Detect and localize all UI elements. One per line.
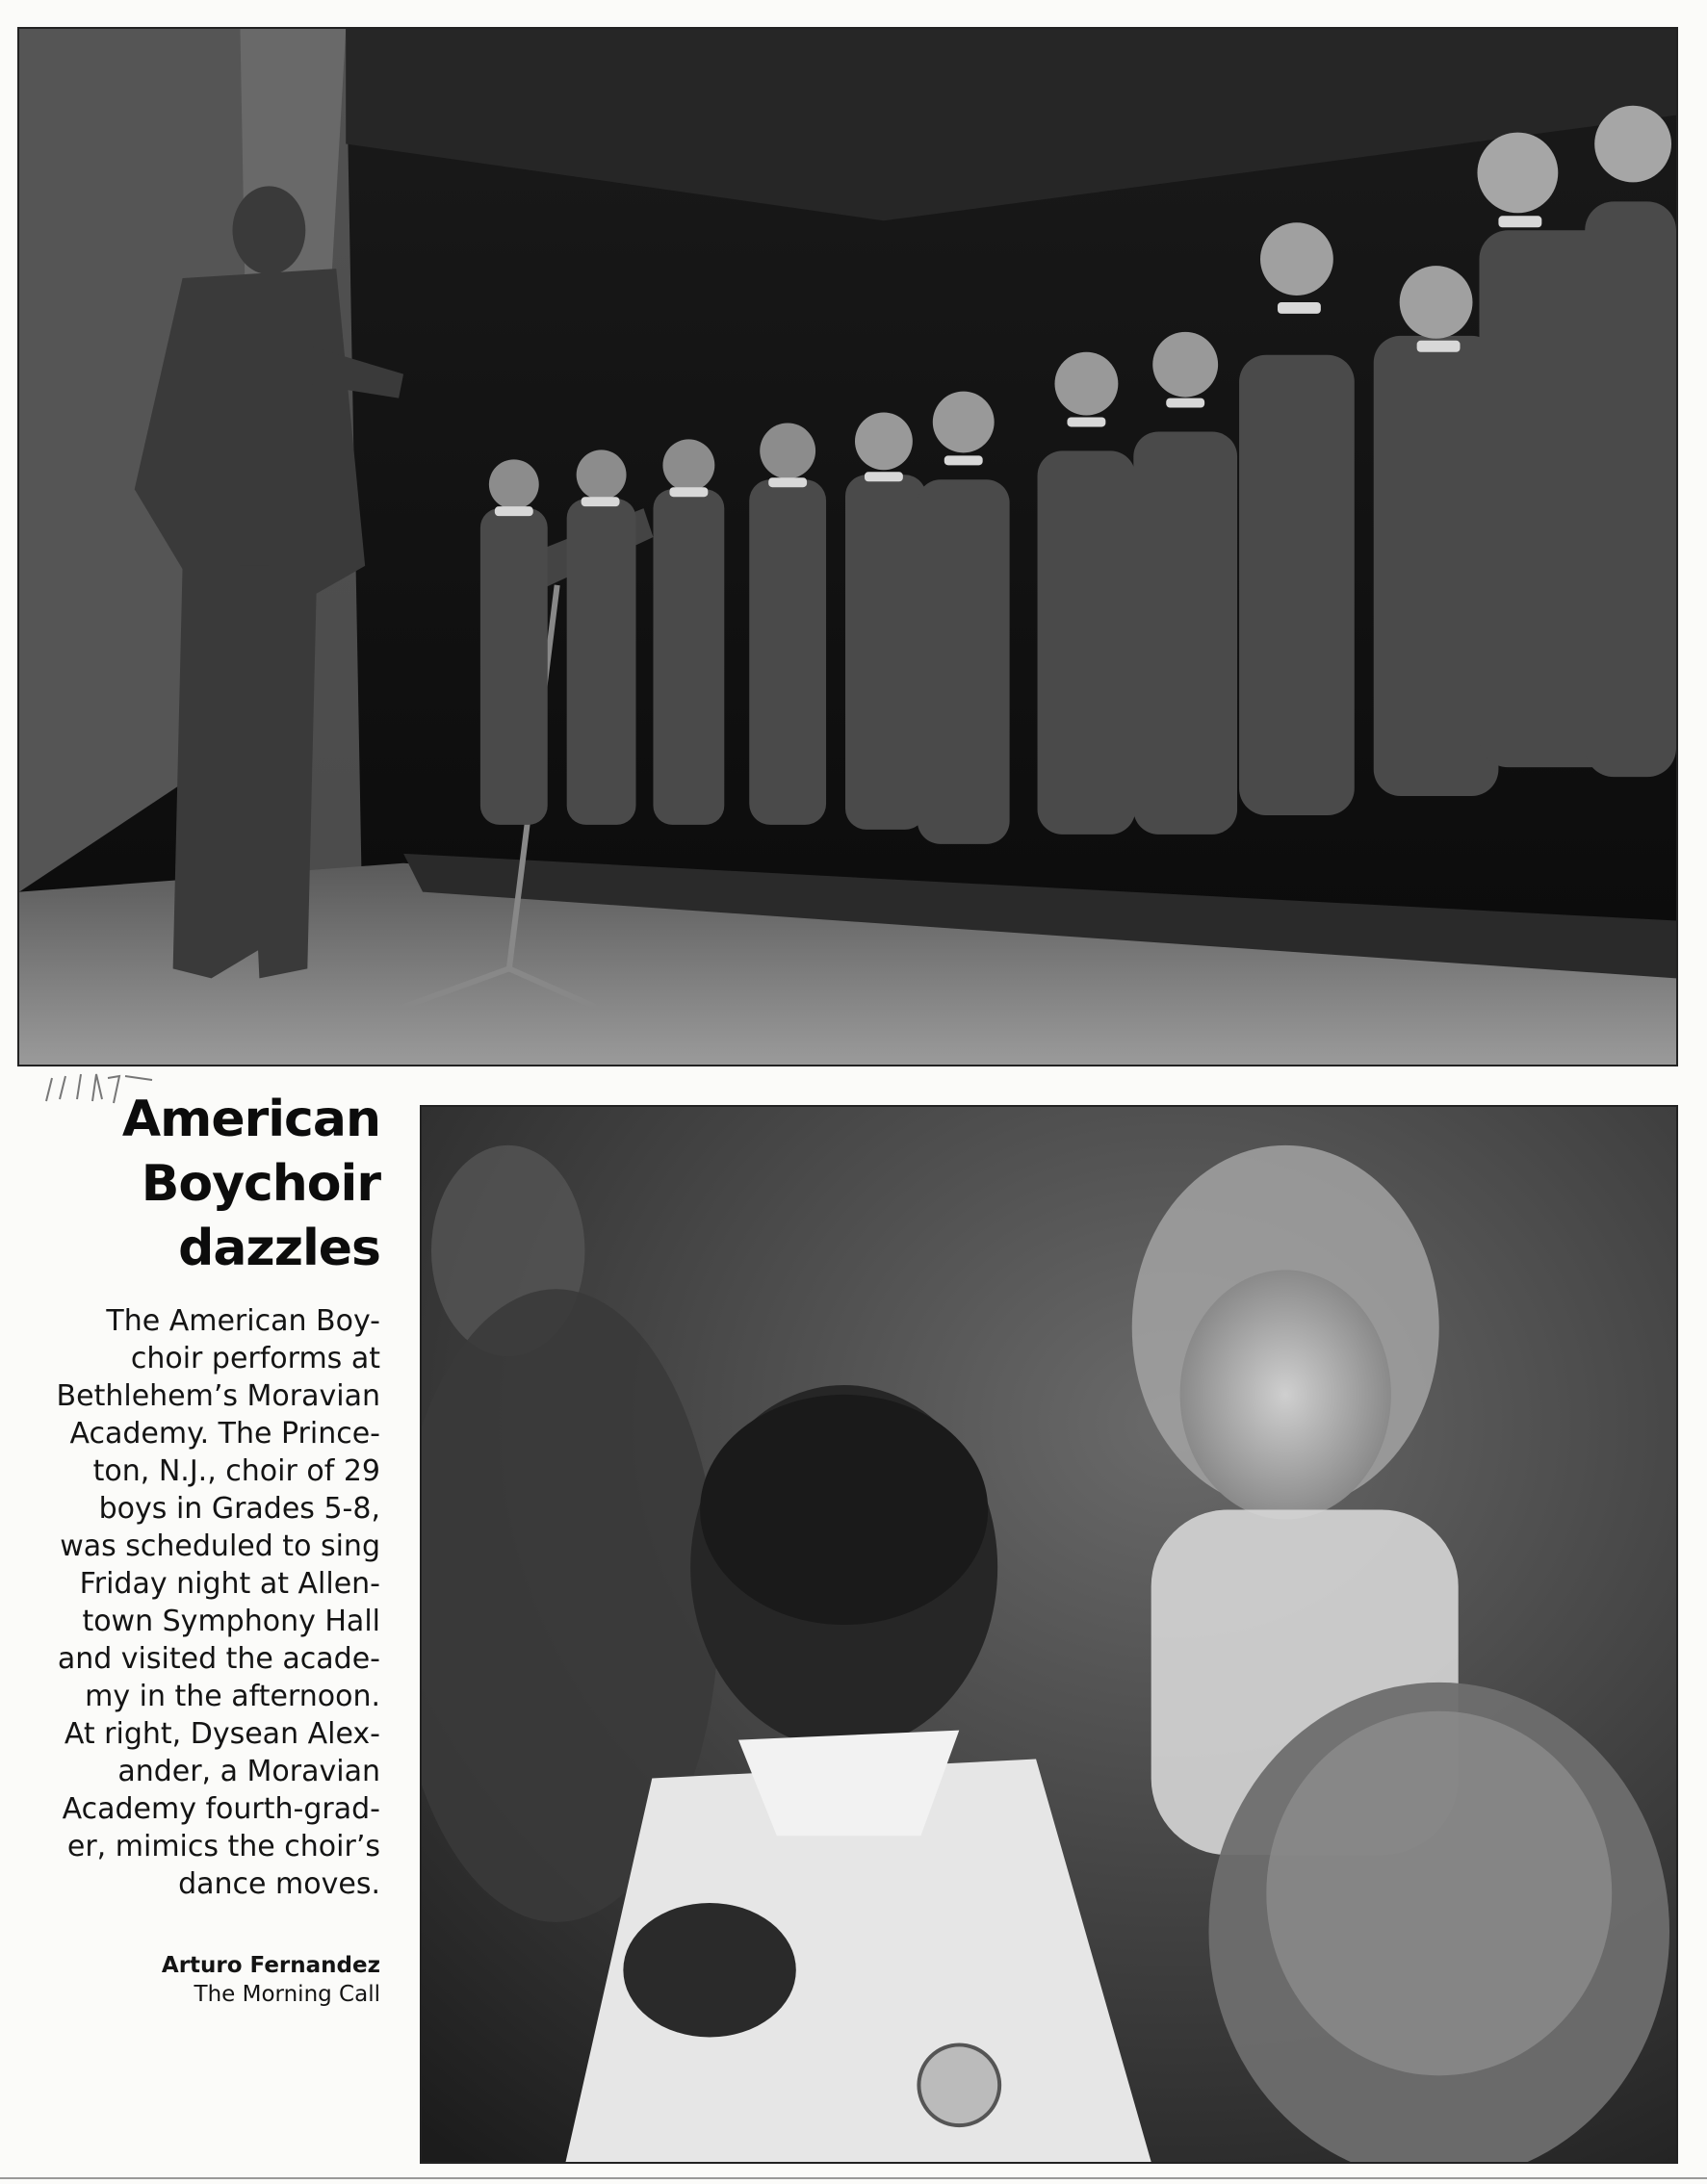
caption-line: boys in Grades 5-8, bbox=[98, 1492, 380, 1526]
caption-line: er, mimics the choir’s bbox=[66, 1830, 380, 1863]
headline bbox=[19, 1088, 380, 1281]
caption-line: was scheduled to sing bbox=[60, 1529, 380, 1563]
caption-line: ton, N.J., choir of 29 bbox=[92, 1454, 380, 1488]
photographer-name: Arturo Fernandez bbox=[161, 1953, 380, 1978]
publication-name: The Morning Call bbox=[194, 1982, 380, 2007]
headline-line: dazzles bbox=[178, 1220, 380, 1277]
caption-line: and visited the acade- bbox=[57, 1642, 380, 1676]
caption-line: Bethlehem’s Moravian bbox=[56, 1379, 380, 1413]
caption-line: dance moves. bbox=[178, 1867, 380, 1901]
headline-line: Boychoir bbox=[141, 1155, 380, 1213]
caption-line: Academy. The Prince- bbox=[69, 1417, 380, 1451]
bottom-rule bbox=[0, 2177, 1707, 2179]
caption-line: town Symphony Hall bbox=[82, 1605, 380, 1638]
caption-line: Academy fourth-grad- bbox=[62, 1792, 380, 1826]
student-closeup-illustration bbox=[422, 1107, 1676, 2162]
caption-line: The American Boy- bbox=[106, 1304, 380, 1338]
caption-line: my in the afternoon. bbox=[85, 1680, 380, 1713]
caption-line: At right, Dysean Alex- bbox=[64, 1717, 380, 1751]
student-closeup-photo bbox=[420, 1105, 1678, 2164]
caption-line: choir performs at bbox=[130, 1342, 380, 1375]
caption-column bbox=[19, 1088, 380, 2009]
caption-text bbox=[19, 1302, 380, 1903]
photo-credit bbox=[19, 1951, 380, 2009]
headline-line: American bbox=[121, 1091, 380, 1148]
choir-stage-illustration bbox=[19, 29, 1676, 1065]
caption-line: ander, a Moravian bbox=[117, 1755, 380, 1788]
choir-stage-photo bbox=[17, 27, 1678, 1066]
caption-line: Friday night at Allen- bbox=[79, 1567, 380, 1601]
